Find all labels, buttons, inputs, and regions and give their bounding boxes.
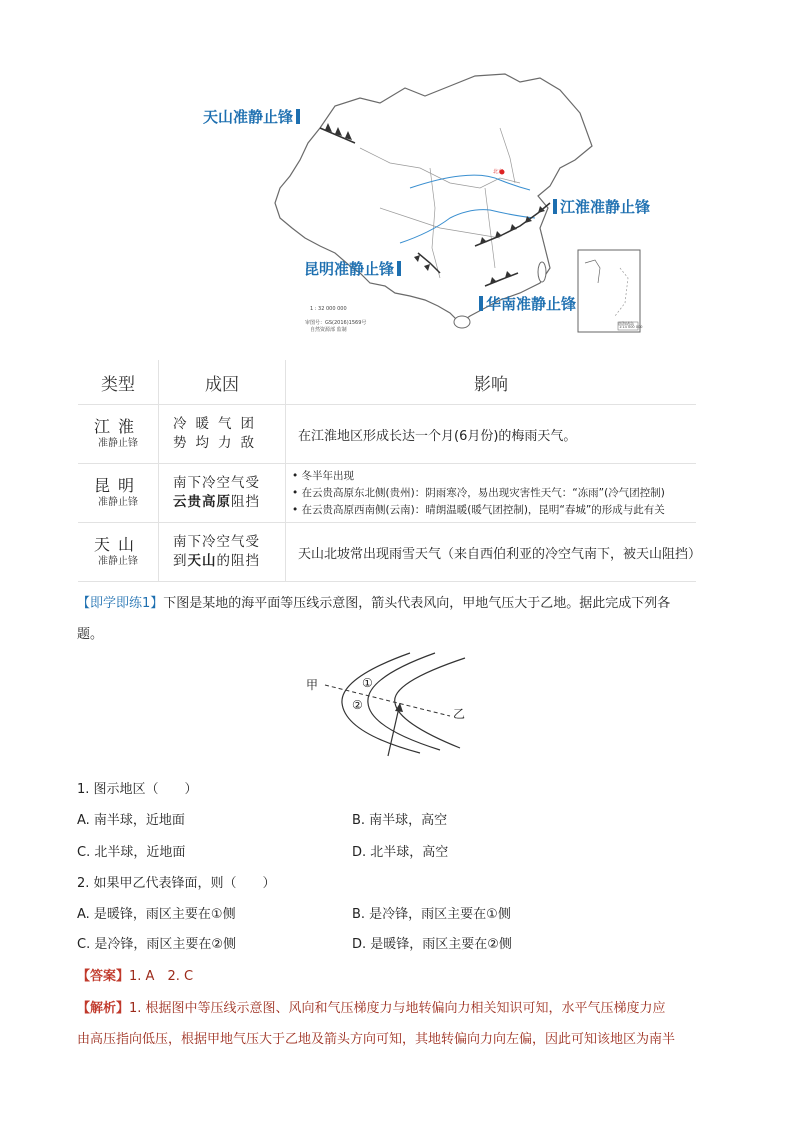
q2-option-a: A. 是暖锋，雨区主要在①侧 — [77, 907, 236, 922]
cause-cell — [159, 464, 286, 523]
answer-label: 【答案】 — [77, 969, 130, 984]
cause-line: 到天山的阻挡 — [173, 553, 260, 569]
table-row — [78, 405, 696, 464]
map-scale: 1 : 32 000 000 — [310, 306, 347, 312]
q1-option-d: D. 北半球，高空 — [352, 845, 449, 860]
map-publisher: 自然资源部 监制 — [310, 327, 347, 333]
type-name: 江淮 — [93, 417, 142, 436]
q2-option-c: C. 是冷锋，雨区主要在②侧 — [77, 937, 236, 952]
label-circle-2: ② — [352, 698, 363, 712]
effect-item: • 冬半年出现 — [292, 469, 355, 482]
effect-item: • 在云贵高原东北侧(贵州)：阴雨寒冷，易出现灾害性天气：“冻雨”(冷气团控制) — [292, 486, 665, 499]
answer-text: 1. A 2. C — [129, 969, 194, 984]
q2-option-d: D. 是暖锋，雨区主要在②侧 — [352, 937, 512, 952]
type-sub: 准静止锋 — [98, 556, 138, 567]
type-sub: 准静止锋 — [98, 438, 138, 449]
jianghuai-front-label: 江淮准静止锋 — [550, 196, 650, 217]
kunming-front-label: 昆明准静止锋 — [304, 258, 404, 279]
table-row — [78, 523, 696, 582]
header-effect: 影响 — [286, 360, 697, 405]
practice-prompt-cont: 题。 — [77, 627, 104, 642]
table-header-row — [78, 360, 696, 405]
cause-line: 云贵高原阻挡 — [173, 494, 260, 510]
analysis-line-2: 由高压指向低压，根据甲地气压大于乙地及箭头方向可知，其地转偏向力向左偏，因此可知该地区为南半 — [77, 1032, 676, 1047]
cause-line: 南下冷空气受 — [173, 475, 260, 491]
isobar-diagram — [300, 648, 490, 758]
cause-cell — [159, 405, 286, 464]
isobar-svg — [300, 648, 490, 758]
type-sub: 准静止锋 — [98, 497, 138, 508]
q2-stem: 2. 如果甲乙代表锋面，则（ ） — [77, 876, 276, 891]
analysis-label: 【解析】 — [77, 1001, 130, 1016]
label-circle-1: ① — [362, 676, 373, 690]
inset-title: 南海诸岛 — [618, 321, 634, 326]
table-row — [78, 464, 696, 523]
capital-label: 北京 — [493, 169, 504, 175]
answer-line — [77, 965, 193, 984]
type-name: 昆明 — [93, 476, 142, 495]
type-cell — [78, 523, 159, 582]
q1-stem: 1. 图示地区（ ） — [77, 782, 198, 797]
q1-option-c: C. 北半球，近地面 — [77, 845, 186, 860]
q1-option-a: A. 南半球，近地面 — [77, 813, 185, 828]
header-type: 类型 — [78, 360, 159, 405]
practice-label: 【即学即练1】 — [77, 596, 164, 611]
effect-cell — [286, 464, 697, 523]
effect-item: • 在云贵高原西南侧(云南)：晴朗温暖(暖气团控制)，昆明“春城”的形成与此有关 — [292, 503, 665, 516]
q1-option-b: B. 南半球，高空 — [352, 813, 448, 828]
practice-prompt: 【即学即练1】下图是某地的海平面等压线示意图，箭头代表风向，甲地气压大于乙地。据此完成下列各 — [77, 596, 671, 611]
tianshan-front-label: 天山准静止锋 — [203, 106, 303, 127]
map-approval: 审图号：GS(2016)1569号 — [305, 320, 367, 326]
cause-line: 南下冷空气受 — [173, 534, 260, 550]
cause-line: 冷暖气团 — [173, 416, 263, 432]
china-fronts-map — [200, 68, 670, 340]
cause-line: 势均力敌 — [173, 435, 263, 451]
analysis-line — [77, 997, 666, 1016]
effect-cell: 在江淮地区形成长达一个月(6月份)的梅雨天气。 — [286, 405, 697, 464]
analysis-text: 1. 根据图中等压线示意图、风向和气压梯度力与地转偏向力相关知识可知，水平气压梯度力应 — [129, 1001, 666, 1016]
label-jia: 甲 — [306, 678, 319, 692]
header-cause: 成因 — [159, 360, 286, 405]
inset-scale: 1:14 000 000 — [619, 325, 643, 329]
fronts-table — [78, 360, 702, 582]
effect-cell: 天山北坡常出现雨雪天气（来自西伯利亚的冷空气南下，被天山阻挡） — [286, 523, 697, 582]
cause-cell — [159, 523, 286, 582]
type-cell — [78, 405, 159, 464]
huanan-front-label: 华南准静止锋 — [476, 293, 576, 314]
type-cell — [78, 464, 159, 523]
q2-option-b: B. 是冷锋，雨区主要在①侧 — [352, 907, 511, 922]
type-name: 天山 — [93, 535, 142, 554]
label-yi: 乙 — [453, 707, 466, 721]
